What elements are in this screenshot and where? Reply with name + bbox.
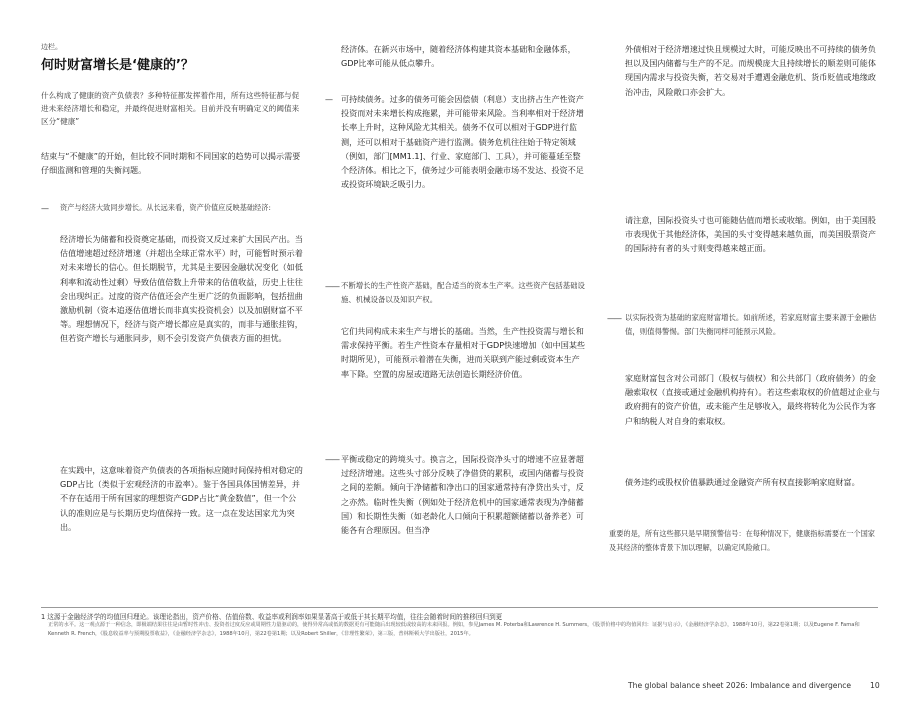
- bullet-productive-assets-body: 它们共同构成未来生产与增长的基础。当然，生产性投资需与增长和需求保持平衡。若生产性资本存量相对于GDP快速增加（如中国某些时期所见），可能预示着潜在失衡，进而关联到产能过剩或资本生产率下降。空置的房屋或道路无法创造长期经济价值。: [341, 326, 586, 379]
- col3-paragraph-3: 债务违约或股权价值暴跌通过金融资产所有权直接影响家庭财富。: [625, 477, 860, 487]
- col3-paragraph-4: 重要的是，所有这些都只是早期预警信号：在每种情况下，健康指标需要在一个国家及其经济的整体背景下加以理解，以确定风险敞口。: [609, 529, 875, 552]
- bullet-sustainable-debt: 可持续债务。过多的债务可能会因偿债（利息）支出挤占生产性资产投资而对未来增长构成拖累，并可能带来风险。当利率相对于经济增长率上升时，这种风险尤其相关。债务不仅可以相对于GDP进行监测，还可以相对于基础资产进行监测。债务危机往往始于特定领域（例如，部门[MM1.1]、行业、家庭部门、工具），并可能蔓延至整个经济体。相比之下，债务过少可能表明金融市场不发达、投资不足或投资环境缺乏吸引力。: [341, 94, 584, 190]
- bullet-dash: —: [325, 95, 333, 104]
- col2-paragraph-1: 经济体。在新兴市场中，随着经济体构建其资本基础和金融体系，GDP比率可能从低点攀升。: [341, 44, 576, 69]
- intro-paragraph: 什么构成了健康的资产负债表？多种特征都发挥着作用，所有这些特征都与促进未来经济增长和稳定，并最终促进财富相关。目前并没有明确定义的阈值来区分“健康”: [41, 91, 300, 126]
- bullet-asset-growth-head: 资产与经济大致同步增长。从长远来看，资产价值应反映基础经济:: [60, 203, 271, 212]
- page-title: 何时财富增长是‘健康的’？: [41, 58, 194, 73]
- col1-paragraph-1: 结束与“不健康”的开始，但比较不同时期和不同国家的趋势可以揭示需要仔细监测和管理的失衡问题。: [41, 151, 301, 176]
- bullet-productive-assets-head: 不断增长的生产性资产基础，配合适当的资本生产率。这些资产包括基础设施、机械设备以及知识产权。: [341, 281, 585, 304]
- col3-paragraph-1: 外债相对于经济增速过快且规模过大时，可能反映出不可持续的债务负担以及国内储蓄与生产的不足。而规模庞大且持续增长的顺差则可能体现国内需求与投资失衡，若交易对手遭遇金融危机、货币贬值或地缘政治冲击，风险敞口亦会扩大。: [625, 44, 876, 97]
- col3-paragraph-2: 请注意，国际投资头寸也可能随估值而增长或收缩。例如，由于美国股市表现优于其他经济体，美国的头寸变得越来越负面，而美国股票资产的国际持有者的头寸则变得越来越正面。: [625, 215, 876, 254]
- section-label: 边栏。: [41, 43, 62, 51]
- page-number: 10: [870, 681, 880, 690]
- bullet-household-wealth-body: 家庭财富包含对公司部门（股权与债权）和公共部门（政府债务）的金融索取权（直接或通过金融机构持有）。若这些索取权的价值超过企业与政府拥有的资产价值，或未能产生足够收入，最终将转化为公民作为客户和纳税人对自身的索取权。: [625, 373, 880, 426]
- footnote-divider: [41, 607, 878, 608]
- bullet-dash: ——: [325, 455, 339, 464]
- footnote-details: 正常的水平。这一观点源于一种信念，即极端结果往往是由暂时性冲击、投资者过度反应或周期性力量驱动的，使得异常高或低的数据更有可能随后出现较低或较高的未来回报。例如，参见James M. Poterba和Lawrence H. Summers，《股票价格中的均值回归：证据与启示》，《金融经济学杂志》，1988年10月，第22卷第1期；以及Eugene F. Fama和Kenneth R. French，《股息收益率与预期股票收益》，《金融经济学杂志》，1988年10月，第22卷第1期；以及Robert Shiller，《非理性繁荣》，第三版，普林斯顿大学出版社，2015年。: [48, 622, 860, 637]
- bullet-dash: ——: [325, 282, 339, 291]
- footnote-main: 1 这源于金融经济学的均值回归理论。该理论指出，资产价格、估值倍数、收益率或利润率如果显著高于或低于其长期平均值，往往会随着时间的推移回归到更: [41, 613, 503, 621]
- bullet-household-wealth-head: 以实际投资为基础的家庭财富增长。如前所述，若家庭财富主要来源于金融估值，则值得警惕。部门失衡同样可能预示风险。: [625, 313, 877, 336]
- footer-report-title: The global balance sheet 2026: Imbalance and divergence: [628, 681, 852, 690]
- bullet-asset-growth-body: 经济增长为储蓄和投资奠定基础，而投资又反过来扩大国民产出。当估值增速超过经济增速（并超出全球正常水平）时，可能暂时预示着对未来增长的信心。但长期脱节，尤其是主要因金融状况变化（如低利率和流动性过剩）导致估值倍数上升带来的估值收益，历史上往往会出现纠正。过度的资产估值还会产生更广泛的负面影响，包括扭曲激励机制（资本追逐估值增长而非真实投资机会）以及加剧财富不平等。理想情况下，经济与资产增长都应是真实的，而非与通胀挂钩，但若资产增长与通胀同步，则不会引发资产负债表方面的担忧。: [60, 234, 303, 344]
- col1-paragraph-2: 在实践中，这意味着资产负债表的各项指标应随时间保持相对稳定的GDP占比（类似于宏观经济的市盈率）。鉴于各国具体国情差异，并不存在适用于所有国家的理想资产GDP占比“黄金数值”，但一个公认的准则应是与长期历史均值保持一致。这一点在发达国家尤为突出。: [60, 465, 303, 532]
- bullet-cross-border: 平衡或稳定的跨境头寸。换言之，国际投资净头寸的增速不应显著超过经济增速。这些头寸部分反映了净借贷的累积，或国内储蓄与投资之间的差额。倾向于净储蓄和净出口的国家通常持有净贷出头寸，反之亦然。临时性失衡（例如处于经济危机中的国家通常表现为净储蓄国）和长期性失衡（如老龄化人口倾向于积累超额储蓄以备养老）可能各有合理原因。但当净: [341, 454, 584, 536]
- bullet-dash: ——: [607, 314, 621, 323]
- bullet-dash: —: [41, 204, 49, 213]
